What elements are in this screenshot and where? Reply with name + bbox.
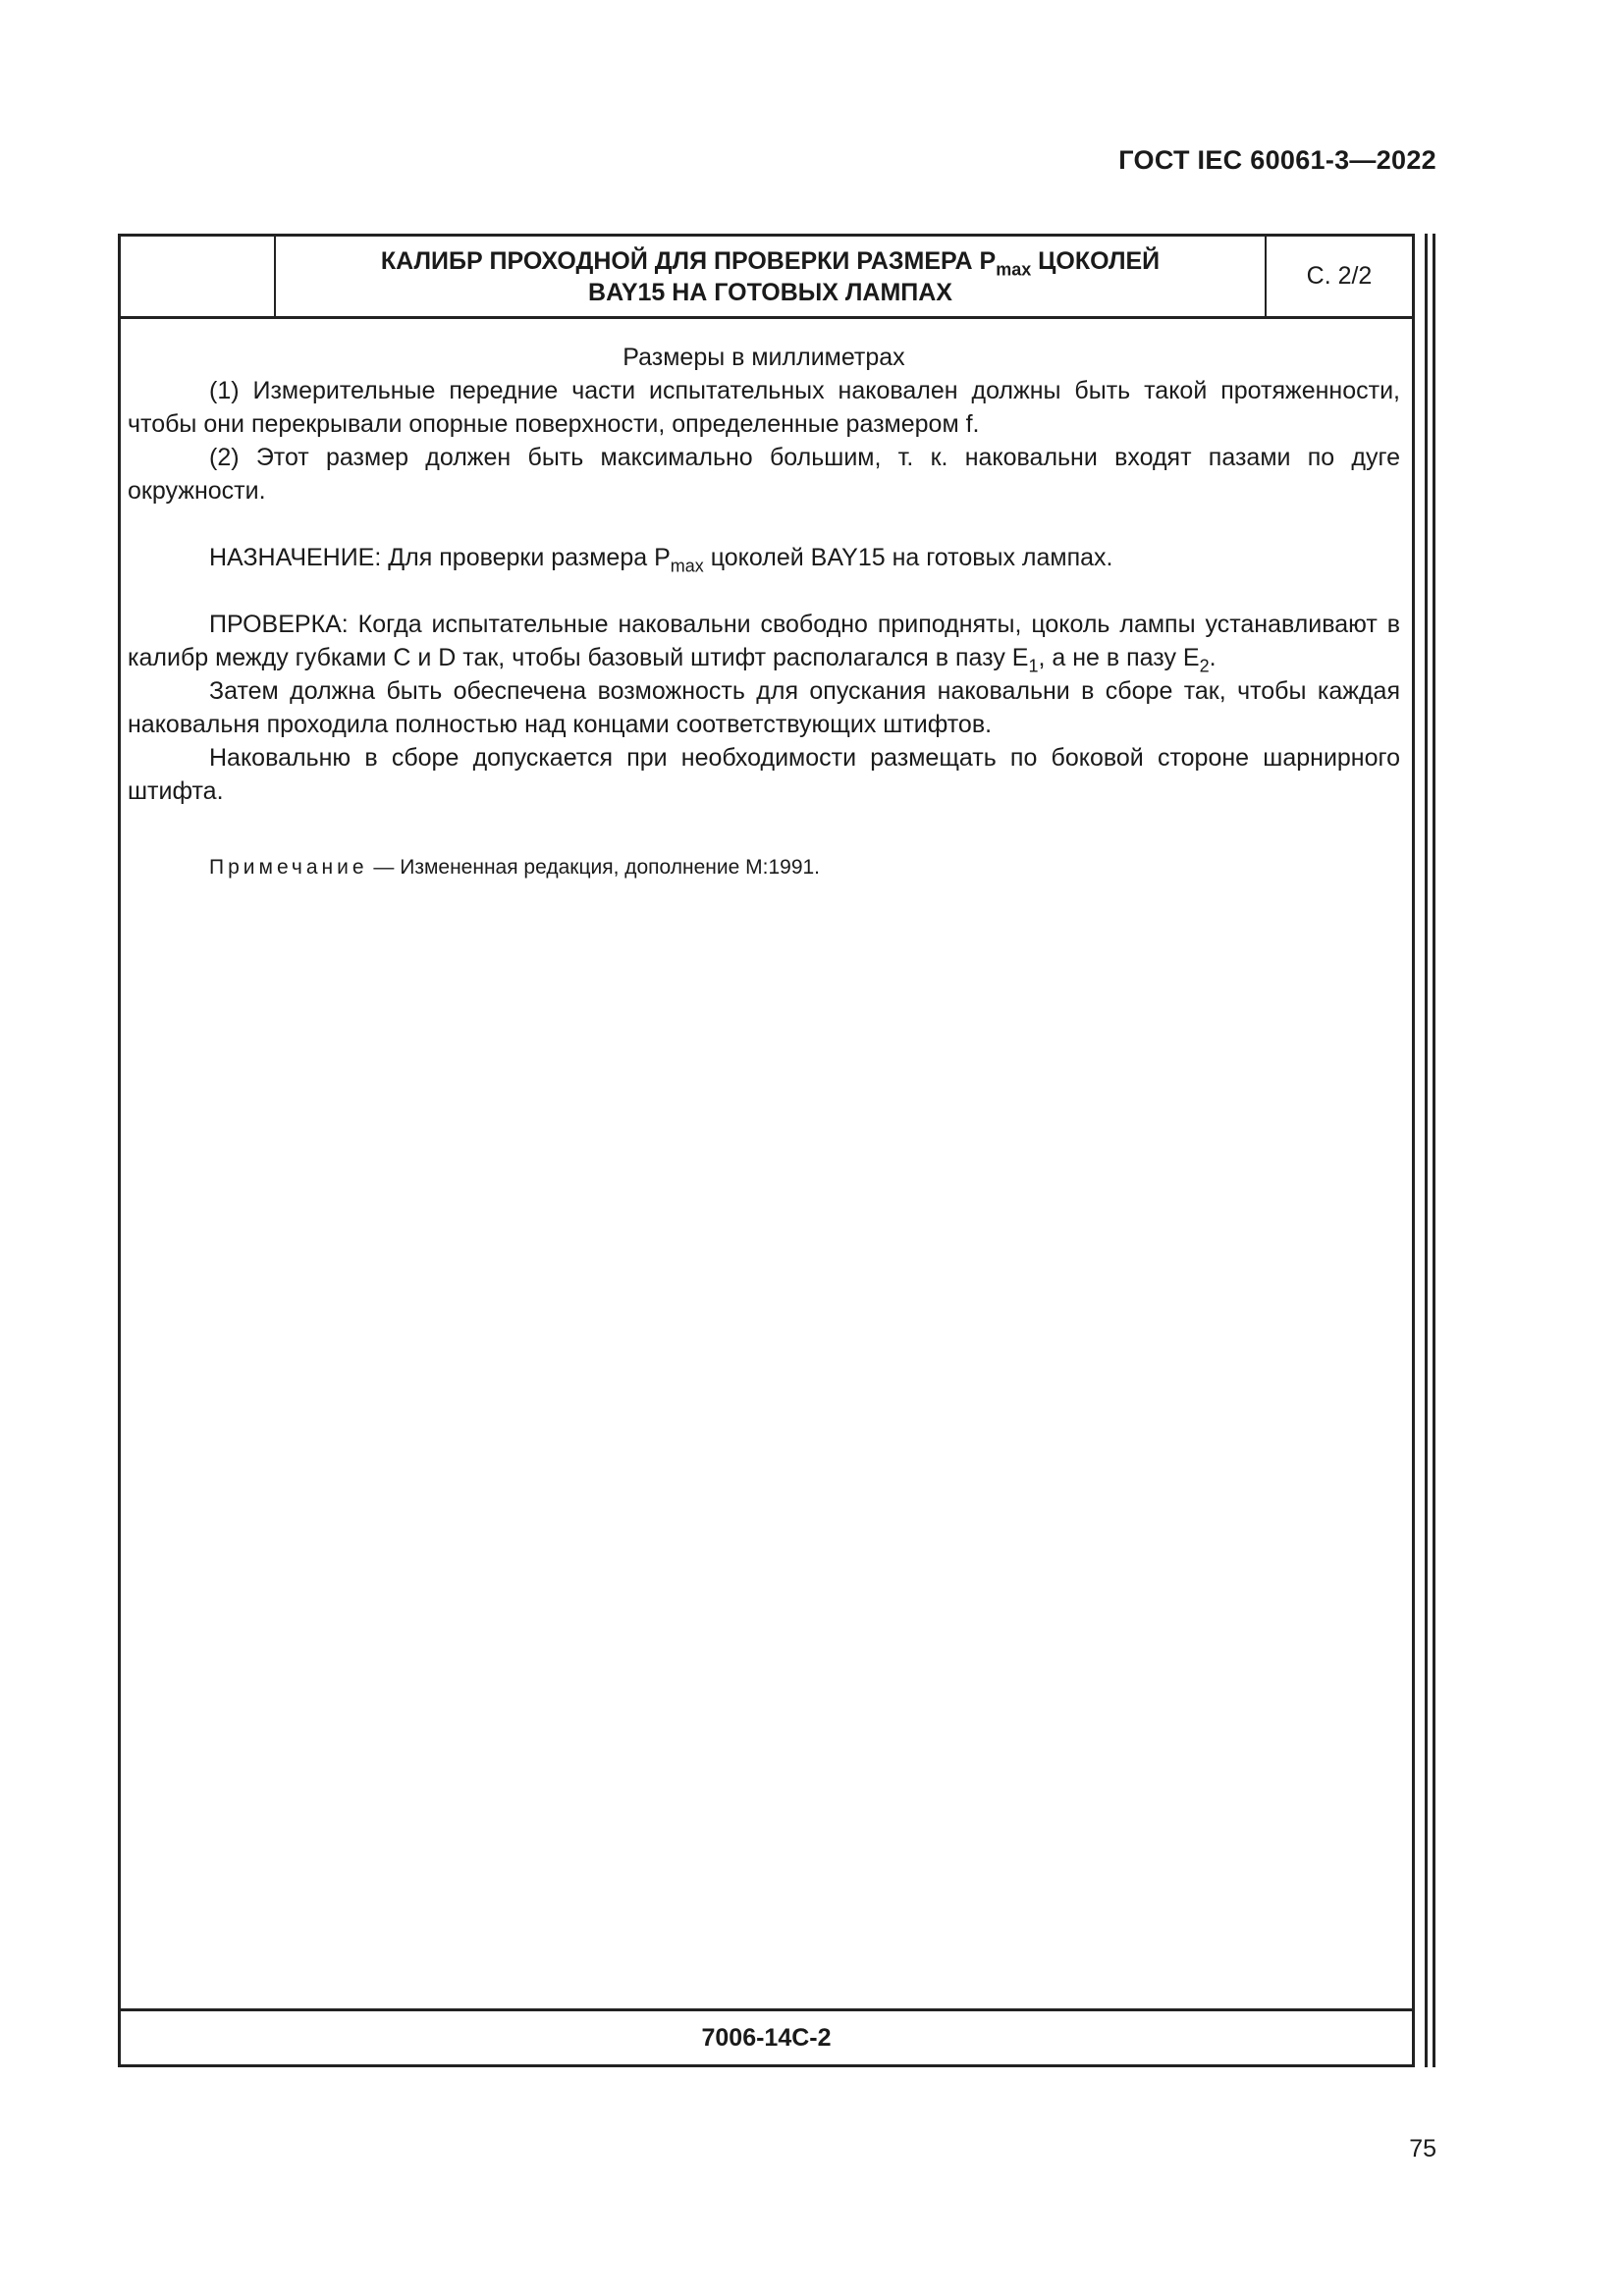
check-text-1: ПРОВЕРКА: Когда испытательные наковальни свободно приподняты, цоколь лампы устанавливают в калибр между губками C и D так, чтобы базовый штифт располагался в пазу E [128,611,1400,671]
check-subscript-1: 1 [1028,656,1039,676]
purpose-paragraph [128,541,1400,574]
sheet-title-text-1: КАЛИБР ПРОХОДНОЙ ДЛЯ ПРОВЕРКИ РАЗМЕРА P [380,246,997,275]
sheet-content [128,341,1400,884]
anvil-placement-paragraph: Наковальню в сборе допускается при необходимости размещать по боковой стороне шарнирного штифта. [128,744,1400,805]
sheet-title [276,237,1267,316]
check-text-3: . [1209,644,1217,671]
purpose-subscript: max [670,556,704,576]
standard-designation: ГОСТ IEC 60061-3—2022 [1118,145,1436,175]
note-paragraph [128,851,1400,884]
frame-edge-line [1425,234,1428,2067]
sheet-title-text-2: ЦОКОЛЕЙ [1031,246,1161,275]
footnote-2: (2) Этот размер должен быть максимально большим, т. к. наковальни входят пазами по дуге окружности. [128,444,1400,505]
title-block-empty-cell [121,237,276,316]
purpose-text-2: цоколей BAY15 на готовых лампах. [703,544,1113,571]
check-subscript-2: 2 [1199,656,1210,676]
sheet-number: С. 2/2 [1306,262,1373,290]
note-label: Примечание [209,856,368,879]
page-number: 75 [1409,2135,1436,2163]
check-text-2: , а не в пазу E [1038,644,1200,671]
units-caption: Размеры в миллиметрах [622,344,905,371]
sheet-title-line1 [381,245,1160,277]
sheet-code: 7006-14C-2 [121,2008,1412,2064]
sheet-title-line2: BAY15 НА ГОТОВЫХ ЛАМПАХ [588,278,952,306]
check-paragraph [128,608,1400,674]
note-text: — Измененная редакция, дополнение М:1991. [367,856,821,879]
lowering-paragraph: Затем должна быть обеспечена возможность для опускания наковальни в сборе так, чтобы каждая наковальня проходила полностью над концами соответствующих штифтов. [128,677,1400,738]
purpose-text-1: НАЗНАЧЕНИЕ: Для проверки размера P [209,544,671,571]
sheet-title-subscript: max [996,258,1032,279]
sheet-frame [118,234,1415,2067]
title-block [121,237,1412,319]
footnote-1: (1) Измерительные передние части испытательных наковален должны быть такой протяженности, чтобы они перекрывали опорные поверхности, определенные размером f. [128,377,1400,438]
frame-edge-line [1433,234,1435,2067]
